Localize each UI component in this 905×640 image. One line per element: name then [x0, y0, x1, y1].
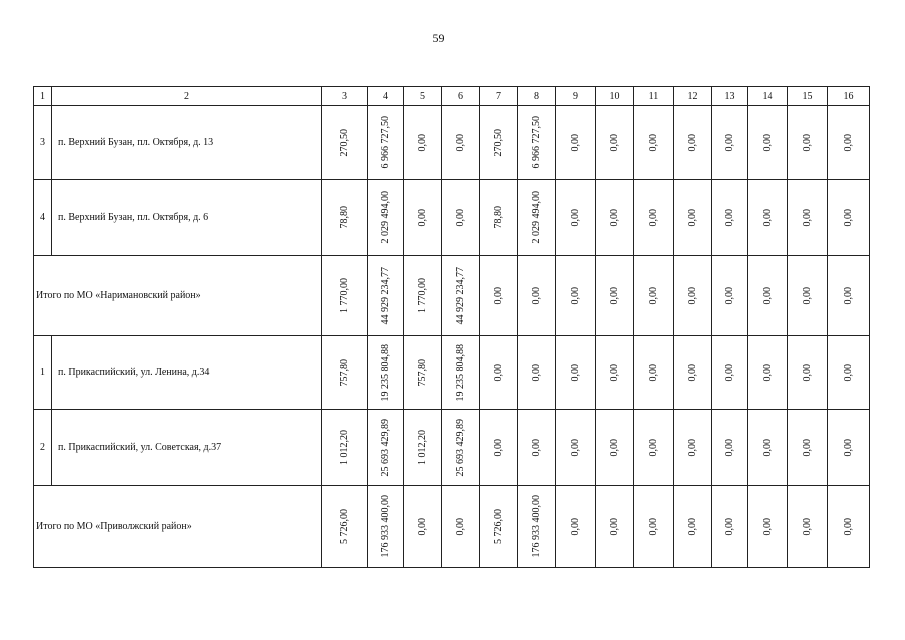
value-cell-col-3 [322, 336, 368, 410]
value-text: 0,00 [687, 517, 698, 536]
value-cell-col-7 [480, 106, 518, 180]
value-cell-col-4 [368, 486, 404, 568]
header-cell-14: 14 [748, 87, 788, 106]
value-text: 0,00 [802, 133, 813, 152]
value-text: 0,00 [493, 438, 504, 457]
value-cell-col-6 [442, 256, 480, 336]
value-text: 0,00 [493, 286, 504, 305]
value-text: 0,00 [609, 438, 620, 457]
value-cell-col-11 [634, 410, 674, 486]
value-cell-col-9 [556, 256, 596, 336]
value-cell-col-8 [518, 106, 556, 180]
value-cell-col-14 [748, 410, 788, 486]
value-text: 0,00 [843, 286, 854, 305]
value-text: 0,00 [724, 286, 735, 305]
value-text: 0,00 [843, 208, 854, 227]
header-cell-10: 10 [596, 87, 634, 106]
value-cell-col-14 [748, 256, 788, 336]
value-cell-col-12 [674, 336, 712, 410]
value-text: 5 726,00 [339, 509, 350, 544]
value-text: 5 726,00 [493, 509, 504, 544]
value-cell-col-16 [828, 256, 870, 336]
value-text: 44 929 234,77 [380, 266, 391, 325]
value-cell-col-8 [518, 256, 556, 336]
value-text: 78,80 [493, 206, 504, 229]
value-text: 0,00 [724, 363, 735, 382]
total-row [34, 256, 870, 336]
value-cell-col-10 [596, 180, 634, 256]
value-text: 0,00 [609, 363, 620, 382]
value-cell-col-3 [322, 106, 368, 180]
value-cell-col-13 [712, 410, 748, 486]
value-cell-col-12 [674, 486, 712, 568]
value-text: 0,00 [455, 208, 466, 227]
value-text: 0,00 [762, 208, 773, 227]
value-text: 0,00 [609, 208, 620, 227]
value-cell-col-7 [480, 410, 518, 486]
page-number: 59 [432, 31, 445, 45]
value-text: 44 929 234,77 [455, 266, 466, 325]
value-text: 19 235 804,88 [455, 343, 466, 402]
value-text: 0,00 [687, 208, 698, 227]
value-cell-col-16 [828, 106, 870, 180]
value-text: 0,00 [570, 208, 581, 227]
table-body [34, 87, 870, 568]
value-cell-col-15 [788, 256, 828, 336]
value-text: 0,00 [648, 363, 659, 382]
value-text: 0,00 [609, 133, 620, 152]
table-row [34, 336, 870, 410]
address-cell: п. Верхний Бузан, пл. Октября, д. 13 [52, 106, 322, 180]
value-text: 0,00 [570, 517, 581, 536]
value-cell-col-5 [404, 256, 442, 336]
value-text: 25 693 429,89 [455, 418, 466, 477]
value-cell-col-7 [480, 256, 518, 336]
value-cell-col-9 [556, 410, 596, 486]
value-text: 0,00 [724, 517, 735, 536]
value-text: 2 029 494,00 [380, 191, 391, 244]
header-cell-7: 7 [480, 87, 518, 106]
value-cell-col-8 [518, 410, 556, 486]
value-text: 0,00 [762, 438, 773, 457]
value-cell-col-6 [442, 410, 480, 486]
value-text: 0,00 [570, 286, 581, 305]
value-text: 0,00 [648, 438, 659, 457]
value-text: 0,00 [762, 363, 773, 382]
value-cell-col-11 [634, 180, 674, 256]
row-index: 2 [34, 410, 52, 486]
value-text: 0,00 [648, 517, 659, 536]
value-text: 1 012,20 [417, 430, 428, 465]
value-cell-col-5 [404, 336, 442, 410]
value-cell-col-16 [828, 336, 870, 410]
value-text: 0,00 [762, 286, 773, 305]
value-text: 757,80 [417, 358, 428, 387]
header-cell-8: 8 [518, 87, 556, 106]
value-text: 0,00 [531, 286, 542, 305]
value-cell-col-13 [712, 180, 748, 256]
value-cell-col-4 [368, 106, 404, 180]
value-text: 176 933 400,00 [531, 495, 542, 558]
value-cell-col-12 [674, 106, 712, 180]
value-cell-col-9 [556, 336, 596, 410]
value-text: 0,00 [531, 363, 542, 382]
value-cell-col-12 [674, 410, 712, 486]
value-cell-col-6 [442, 180, 480, 256]
value-cell-col-16 [828, 486, 870, 568]
value-text: 0,00 [687, 438, 698, 457]
value-text: 0,00 [843, 363, 854, 382]
value-cell-col-12 [674, 180, 712, 256]
value-cell-col-9 [556, 486, 596, 568]
header-cell-9: 9 [556, 87, 596, 106]
value-text: 0,00 [687, 363, 698, 382]
value-cell-col-5 [404, 410, 442, 486]
value-text: 0,00 [455, 517, 466, 536]
row-index: 4 [34, 180, 52, 256]
value-text: 0,00 [570, 363, 581, 382]
value-cell-col-9 [556, 180, 596, 256]
value-cell-col-13 [712, 486, 748, 568]
value-cell-col-10 [596, 336, 634, 410]
value-cell-col-7 [480, 336, 518, 410]
value-cell-col-10 [596, 486, 634, 568]
value-cell-col-5 [404, 106, 442, 180]
value-cell-col-15 [788, 336, 828, 410]
value-text: 6 966 727,50 [531, 116, 542, 169]
header-cell-12: 12 [674, 87, 712, 106]
value-cell-col-14 [748, 486, 788, 568]
value-text: 0,00 [724, 133, 735, 152]
value-text: 0,00 [609, 286, 620, 305]
total-row [34, 486, 870, 568]
value-cell-col-16 [828, 410, 870, 486]
value-cell-col-6 [442, 486, 480, 568]
value-text: 0,00 [493, 363, 504, 382]
address-cell: п. Верхний Бузан, пл. Октября, д. 6 [52, 180, 322, 256]
total-label: Итого по МО «Приволжский район» [34, 486, 322, 568]
value-cell-col-7 [480, 486, 518, 568]
value-text: 757,80 [339, 358, 350, 387]
value-cell-col-15 [788, 106, 828, 180]
header-cell-1: 1 [34, 87, 52, 106]
value-text: 0,00 [531, 438, 542, 457]
value-cell-col-14 [748, 106, 788, 180]
value-text: 0,00 [802, 286, 813, 305]
value-cell-col-15 [788, 180, 828, 256]
value-text: 0,00 [843, 438, 854, 457]
table-row [34, 180, 870, 256]
value-cell-col-3 [322, 410, 368, 486]
value-cell-col-11 [634, 256, 674, 336]
header-row [34, 87, 870, 106]
address-cell: п. Прикаспийский, ул. Ленина, д.34 [52, 336, 322, 410]
value-text: 0,00 [687, 286, 698, 305]
value-cell-col-6 [442, 106, 480, 180]
header-cell-6: 6 [442, 87, 480, 106]
data-table [33, 86, 870, 568]
value-cell-col-8 [518, 486, 556, 568]
value-text: 25 693 429,89 [380, 418, 391, 477]
row-index: 3 [34, 106, 52, 180]
value-cell-col-4 [368, 336, 404, 410]
value-text: 0,00 [648, 286, 659, 305]
value-cell-col-3 [322, 256, 368, 336]
value-text: 0,00 [417, 133, 428, 152]
value-text: 6 966 727,50 [380, 116, 391, 169]
value-text: 0,00 [802, 517, 813, 536]
header-cell-15: 15 [788, 87, 828, 106]
total-label: Итого по МО «Наримановский район» [34, 256, 322, 336]
value-cell-col-15 [788, 486, 828, 568]
value-text: 0,00 [570, 133, 581, 152]
value-text: 0,00 [455, 133, 466, 152]
value-text: 0,00 [570, 438, 581, 457]
value-text: 270,50 [493, 128, 504, 157]
header-cell-13: 13 [712, 87, 748, 106]
value-text: 0,00 [762, 133, 773, 152]
header-cell-3: 3 [322, 87, 368, 106]
value-text: 176 933 400,00 [380, 495, 391, 558]
header-cell-16: 16 [828, 87, 870, 106]
value-cell-col-10 [596, 256, 634, 336]
value-text: 0,00 [417, 208, 428, 227]
value-cell-col-7 [480, 180, 518, 256]
value-text: 1 770,00 [417, 278, 428, 313]
value-text: 0,00 [802, 208, 813, 227]
table-row [34, 106, 870, 180]
value-cell-col-4 [368, 256, 404, 336]
header-cell-5: 5 [404, 87, 442, 106]
value-cell-col-3 [322, 180, 368, 256]
value-cell-col-5 [404, 486, 442, 568]
value-text: 78,80 [339, 206, 350, 229]
value-text: 270,50 [339, 128, 350, 157]
header-cell-4: 4 [368, 87, 404, 106]
value-cell-col-14 [748, 180, 788, 256]
value-text: 0,00 [802, 438, 813, 457]
value-text: 1 770,00 [339, 278, 350, 313]
value-text: 0,00 [843, 133, 854, 152]
value-cell-col-9 [556, 106, 596, 180]
row-index: 1 [34, 336, 52, 410]
value-cell-col-13 [712, 106, 748, 180]
table-row [34, 410, 870, 486]
value-cell-col-6 [442, 336, 480, 410]
address-cell: п. Прикаспийский, ул. Советская, д.37 [52, 410, 322, 486]
value-cell-col-4 [368, 180, 404, 256]
value-text: 0,00 [724, 438, 735, 457]
value-text: 1 012,20 [339, 430, 350, 465]
value-cell-col-11 [634, 336, 674, 410]
header-cell-2: 2 [52, 87, 322, 106]
value-text: 2 029 494,00 [531, 191, 542, 244]
value-text: 0,00 [648, 208, 659, 227]
value-cell-col-13 [712, 256, 748, 336]
value-cell-col-16 [828, 180, 870, 256]
value-text: 0,00 [724, 208, 735, 227]
value-cell-col-5 [404, 180, 442, 256]
value-cell-col-4 [368, 410, 404, 486]
value-cell-col-12 [674, 256, 712, 336]
value-cell-col-13 [712, 336, 748, 410]
value-text: 0,00 [802, 363, 813, 382]
value-text: 0,00 [762, 517, 773, 536]
value-cell-col-10 [596, 106, 634, 180]
value-text: 0,00 [417, 517, 428, 536]
value-text: 0,00 [648, 133, 659, 152]
header-cell-11: 11 [634, 87, 674, 106]
value-text: 19 235 804,88 [380, 343, 391, 402]
value-cell-col-8 [518, 180, 556, 256]
value-text: 0,00 [687, 133, 698, 152]
value-cell-col-10 [596, 410, 634, 486]
value-cell-col-3 [322, 486, 368, 568]
value-text: 0,00 [843, 517, 854, 536]
value-text: 0,00 [609, 517, 620, 536]
value-cell-col-11 [634, 106, 674, 180]
value-cell-col-8 [518, 336, 556, 410]
value-cell-col-15 [788, 410, 828, 486]
value-cell-col-11 [634, 486, 674, 568]
value-cell-col-14 [748, 336, 788, 410]
